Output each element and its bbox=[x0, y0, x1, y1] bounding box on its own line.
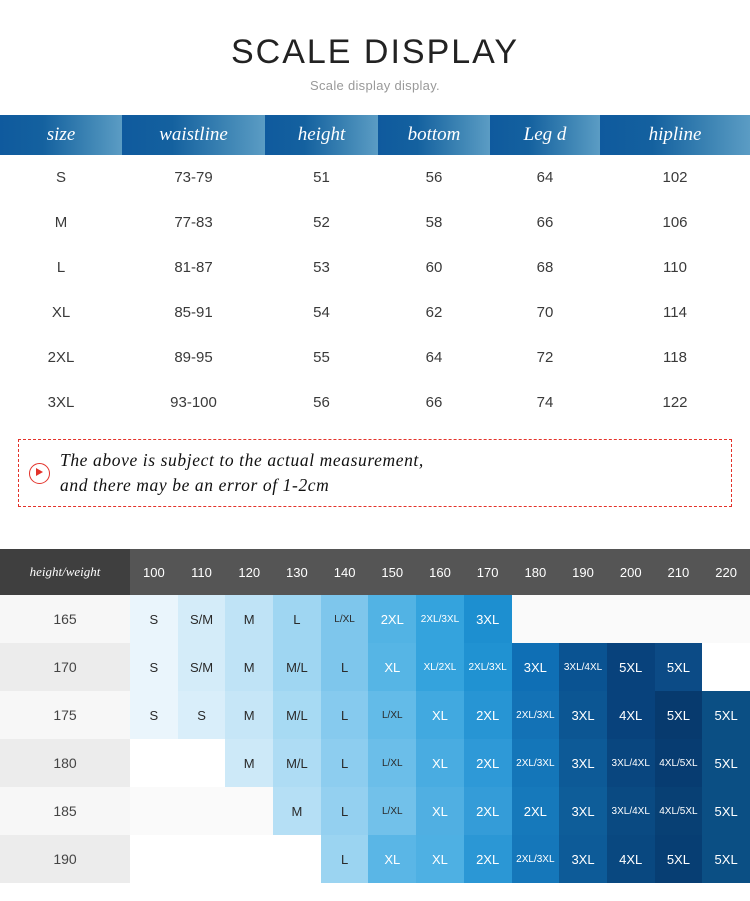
matrix-row bbox=[0, 643, 750, 691]
matrix-cell: 2XL bbox=[368, 595, 416, 643]
matrix-cell: 2XL bbox=[464, 691, 512, 739]
matrix-cell: 3XL/4XL bbox=[559, 643, 607, 691]
matrix-cell: 3XL bbox=[559, 739, 607, 787]
cell-waistline: 81-87 bbox=[174, 259, 213, 277]
matrix-height-label: 190 bbox=[0, 835, 130, 883]
column-header-size: size bbox=[0, 115, 122, 155]
matrix-cell: L bbox=[321, 835, 369, 883]
cell-size: S bbox=[55, 169, 66, 187]
matrix-cell: M bbox=[273, 787, 321, 835]
matrix-cell: L bbox=[321, 691, 369, 739]
matrix-cell: 5XL bbox=[655, 835, 703, 883]
matrix-cell: 2XL bbox=[464, 787, 512, 835]
cell-hipline: 102 bbox=[662, 169, 688, 187]
cell-size: XL bbox=[51, 304, 71, 322]
size-table-header-row bbox=[0, 115, 750, 155]
column-header-waistline: waistline bbox=[122, 115, 265, 155]
matrix-cell bbox=[178, 835, 226, 883]
matrix-cell: 2XL/3XL bbox=[512, 739, 560, 787]
matrix-cell: L bbox=[321, 739, 369, 787]
notice-line-2: and there may be an error of 1-2cm bbox=[60, 475, 330, 496]
matrix-cell: M/L bbox=[273, 739, 321, 787]
matrix-cell: XL bbox=[416, 787, 464, 835]
matrix-cell: S bbox=[130, 691, 178, 739]
cell-height: 56 bbox=[313, 394, 330, 412]
matrix-cell bbox=[655, 595, 703, 643]
cell-height: 54 bbox=[313, 304, 330, 322]
matrix-weight-header: 140 bbox=[321, 549, 369, 595]
matrix-cell: M bbox=[225, 643, 273, 691]
page-title: SCALE DISPLAY bbox=[230, 33, 520, 71]
table-row bbox=[0, 335, 750, 380]
cell-waistline: 89-95 bbox=[174, 349, 213, 367]
matrix-cell: 3XL/4XL bbox=[607, 787, 655, 835]
table-row bbox=[0, 200, 750, 245]
matrix-cell bbox=[130, 787, 178, 835]
matrix-cell: M/L bbox=[273, 691, 321, 739]
matrix-cell: 5XL bbox=[655, 643, 703, 691]
notice-text bbox=[60, 448, 424, 499]
matrix-cell: 4XL bbox=[607, 835, 655, 883]
matrix-cell bbox=[130, 739, 178, 787]
cell-height: 52 bbox=[313, 214, 330, 232]
cell-hipline: 106 bbox=[662, 214, 688, 232]
matrix-cell: 5XL bbox=[702, 787, 750, 835]
matrix-cell: 5XL bbox=[655, 691, 703, 739]
matrix-cell: XL bbox=[416, 739, 464, 787]
matrix-cell bbox=[559, 595, 607, 643]
size-recommendation-matrix bbox=[0, 549, 750, 883]
measurement-notice bbox=[18, 439, 732, 507]
column-header-hipline: hipline bbox=[600, 115, 750, 155]
matrix-cell: XL/2XL bbox=[416, 643, 464, 691]
matrix-weight-header: 170 bbox=[464, 549, 512, 595]
page-subtitle: Scale display display. bbox=[310, 78, 440, 94]
matrix-cell bbox=[178, 739, 226, 787]
matrix-cell: 3XL bbox=[559, 787, 607, 835]
cell-bottom: 62 bbox=[425, 304, 443, 322]
matrix-cell: L bbox=[321, 643, 369, 691]
cell-leg-d: 72 bbox=[536, 349, 554, 367]
matrix-cell: XL bbox=[368, 643, 416, 691]
cell-height: 51 bbox=[313, 169, 330, 187]
matrix-header-row bbox=[0, 549, 750, 595]
matrix-cell: 2XL/3XL bbox=[416, 595, 464, 643]
column-header-height: height bbox=[265, 115, 378, 155]
table-row bbox=[0, 155, 750, 200]
cell-leg-d: 74 bbox=[536, 394, 554, 412]
matrix-cell bbox=[225, 835, 273, 883]
matrix-cell: 4XL bbox=[607, 691, 655, 739]
matrix-height-label: 180 bbox=[0, 739, 130, 787]
cell-waistline: 73-79 bbox=[174, 169, 213, 187]
matrix-weight-header: 150 bbox=[368, 549, 416, 595]
matrix-cell: 3XL bbox=[512, 643, 560, 691]
height-weight-matrix bbox=[0, 549, 750, 883]
cell-size: 3XL bbox=[47, 394, 75, 412]
cell-height: 55 bbox=[313, 349, 330, 367]
cell-waistline: 77-83 bbox=[174, 214, 213, 232]
page-header bbox=[0, 0, 750, 93]
matrix-weight-header: 220 bbox=[702, 549, 750, 595]
matrix-cell: XL bbox=[368, 835, 416, 883]
cell-size: M bbox=[54, 214, 68, 232]
matrix-weight-header: 100 bbox=[130, 549, 178, 595]
cell-waistline: 85-91 bbox=[174, 304, 213, 322]
matrix-cell bbox=[273, 835, 321, 883]
matrix-cell: 3XL bbox=[559, 835, 607, 883]
cell-leg-d: 66 bbox=[536, 214, 554, 232]
matrix-weight-header: 210 bbox=[655, 549, 703, 595]
matrix-cell: 2XL bbox=[464, 739, 512, 787]
matrix-cell: L/XL bbox=[368, 787, 416, 835]
matrix-cell: 5XL bbox=[702, 739, 750, 787]
matrix-cell: 5XL bbox=[607, 643, 655, 691]
matrix-weight-header: 200 bbox=[607, 549, 655, 595]
matrix-cell bbox=[702, 643, 750, 691]
cell-leg-d: 68 bbox=[536, 259, 554, 277]
matrix-cell bbox=[607, 595, 655, 643]
matrix-weight-header: 130 bbox=[273, 549, 321, 595]
matrix-cell: 2XL bbox=[464, 835, 512, 883]
matrix-cell: L/XL bbox=[368, 739, 416, 787]
matrix-cell: L/XL bbox=[321, 595, 369, 643]
matrix-height-label: 165 bbox=[0, 595, 130, 643]
cell-size: 2XL bbox=[47, 349, 75, 367]
matrix-cell: S/M bbox=[178, 643, 226, 691]
table-row bbox=[0, 290, 750, 335]
column-header-leg-d: Leg d bbox=[490, 115, 600, 155]
matrix-cell bbox=[130, 835, 178, 883]
matrix-weight-header: 110 bbox=[178, 549, 226, 595]
matrix-cell: M bbox=[225, 595, 273, 643]
matrix-cell bbox=[702, 595, 750, 643]
cell-hipline: 122 bbox=[662, 394, 688, 412]
matrix-cell: 2XL/3XL bbox=[464, 643, 512, 691]
matrix-cell: 2XL/3XL bbox=[512, 835, 560, 883]
cell-bottom: 58 bbox=[425, 214, 443, 232]
matrix-row bbox=[0, 739, 750, 787]
matrix-cell bbox=[512, 595, 560, 643]
matrix-height-label: 170 bbox=[0, 643, 130, 691]
matrix-cell: XL bbox=[416, 691, 464, 739]
cell-waistline: 93-100 bbox=[170, 394, 217, 412]
cell-bottom: 66 bbox=[425, 394, 443, 412]
matrix-cell: M bbox=[225, 739, 273, 787]
matrix-cell: 4XL/5XL bbox=[655, 739, 703, 787]
cell-leg-d: 64 bbox=[536, 169, 554, 187]
cell-hipline: 118 bbox=[663, 349, 687, 367]
matrix-cell: L bbox=[273, 595, 321, 643]
matrix-cell: M bbox=[225, 691, 273, 739]
cell-bottom: 56 bbox=[425, 169, 443, 187]
matrix-cell: 3XL bbox=[464, 595, 512, 643]
matrix-cell bbox=[178, 787, 226, 835]
table-row bbox=[0, 245, 750, 290]
notice-line-1: The above is subject to the actual measurement, bbox=[60, 450, 424, 471]
matrix-cell: 2XL/3XL bbox=[512, 691, 560, 739]
matrix-cell: M/L bbox=[273, 643, 321, 691]
matrix-row bbox=[0, 691, 750, 739]
matrix-cell: S bbox=[178, 691, 226, 739]
arrow-circle-icon bbox=[29, 463, 50, 484]
cell-height: 53 bbox=[313, 259, 330, 277]
size-specification-table bbox=[0, 115, 750, 425]
matrix-cell: 5XL bbox=[702, 691, 750, 739]
matrix-row bbox=[0, 835, 750, 883]
matrix-cell: 5XL bbox=[702, 835, 750, 883]
matrix-row bbox=[0, 787, 750, 835]
matrix-corner-label: height/weight bbox=[0, 549, 130, 595]
cell-hipline: 114 bbox=[663, 304, 687, 322]
cell-hipline: 110 bbox=[663, 259, 687, 277]
matrix-row bbox=[0, 595, 750, 643]
matrix-cell: S/M bbox=[178, 595, 226, 643]
matrix-height-label: 175 bbox=[0, 691, 130, 739]
matrix-weight-header: 120 bbox=[225, 549, 273, 595]
matrix-cell: 2XL bbox=[512, 787, 560, 835]
cell-leg-d: 70 bbox=[536, 304, 554, 322]
matrix-cell: XL bbox=[416, 835, 464, 883]
matrix-weight-header: 160 bbox=[416, 549, 464, 595]
matrix-height-label: 185 bbox=[0, 787, 130, 835]
matrix-cell: S bbox=[130, 595, 178, 643]
matrix-cell: S bbox=[130, 643, 178, 691]
cell-size: L bbox=[56, 259, 66, 277]
table-row bbox=[0, 380, 750, 425]
cell-bottom: 64 bbox=[425, 349, 443, 367]
matrix-cell: 3XL/4XL bbox=[607, 739, 655, 787]
matrix-cell: 3XL bbox=[559, 691, 607, 739]
cell-bottom: 60 bbox=[425, 259, 443, 277]
matrix-weight-header: 180 bbox=[512, 549, 560, 595]
column-header-bottom: bottom bbox=[378, 115, 490, 155]
matrix-cell bbox=[225, 787, 273, 835]
matrix-cell: 4XL/5XL bbox=[655, 787, 703, 835]
matrix-weight-header: 190 bbox=[559, 549, 607, 595]
matrix-cell: L bbox=[321, 787, 369, 835]
matrix-cell: L/XL bbox=[368, 691, 416, 739]
